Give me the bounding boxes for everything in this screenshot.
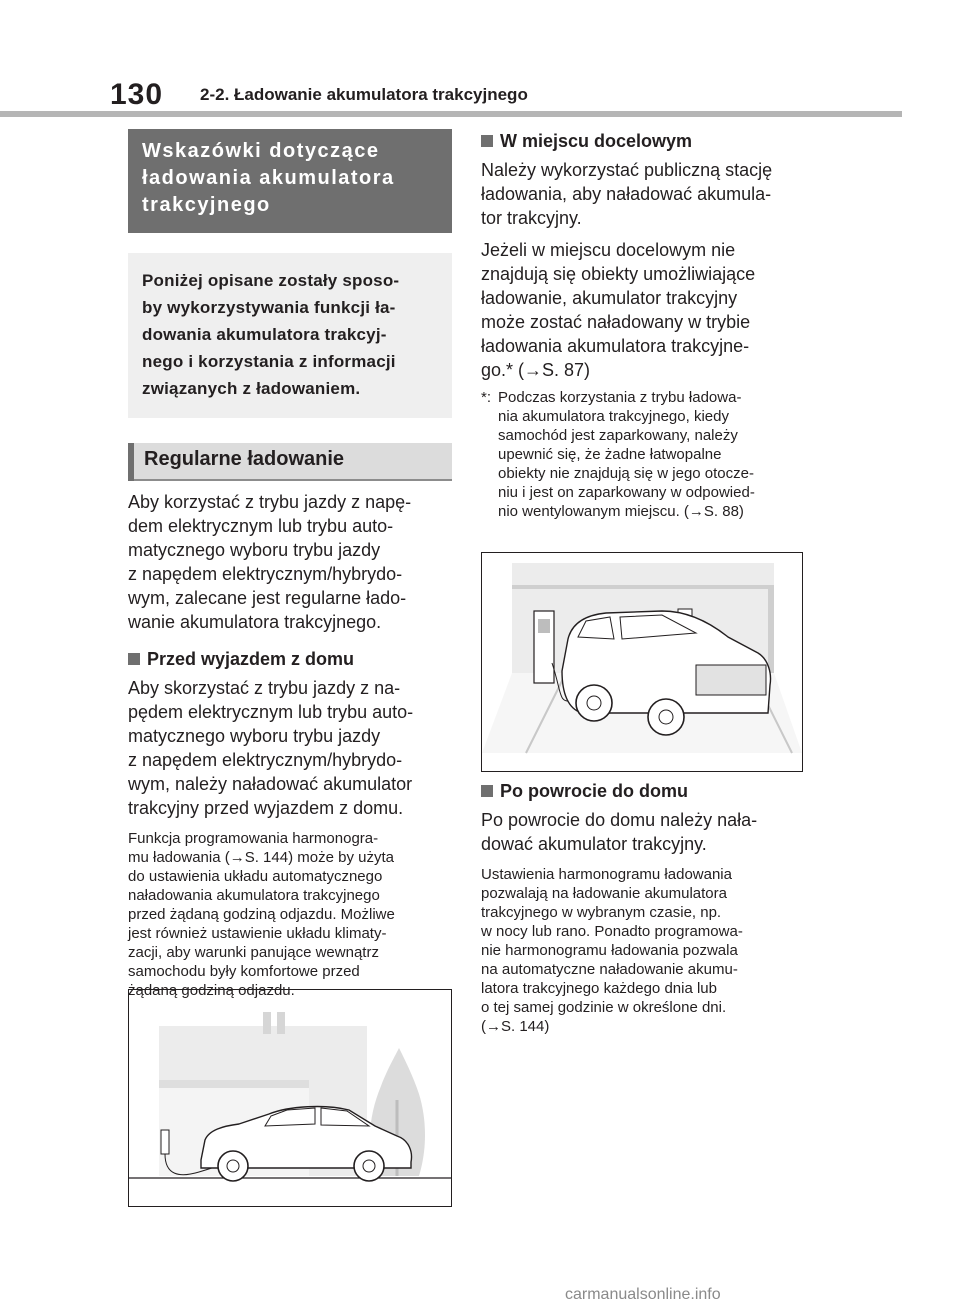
topic-title-box — [128, 129, 452, 233]
subheading-text: Regularne ładowanie — [144, 448, 345, 470]
text-line: dować akumulator trakcyjny. — [481, 834, 707, 854]
bullet-text: Po powrocie do domu — [500, 781, 688, 801]
paragraph-before-departure — [128, 676, 452, 820]
watermark: carmanualsonline.info — [565, 1286, 721, 1303]
right-column-lower — [481, 779, 803, 1036]
text-line: wanie akumulatora trakcyjnego. — [128, 612, 382, 632]
house-beam — [159, 1080, 309, 1088]
paragraph-regular-charging — [128, 490, 452, 634]
paragraph-return-home — [481, 808, 803, 856]
subheading-bar — [128, 443, 134, 481]
text-line: znajdują się obiekty umożliwiające — [481, 264, 756, 284]
text-line: ładowanie, akumulator trakcyjny — [481, 288, 738, 308]
text-line: dem elektrycznym lub trybu auto- — [128, 516, 394, 536]
note-schedule — [128, 829, 452, 1000]
note-line: trakcyjnego w wybranym czasie, np. — [481, 904, 722, 921]
text-line: matycznego wyboru trybu jazdy — [128, 540, 381, 560]
text-line: Jeżeli w miejscu docelowym nie — [481, 240, 736, 260]
text-line: Aby korzystać z trybu jazdy z napę- — [128, 492, 412, 512]
note-line: żądaną godziną odjazdu. — [128, 982, 295, 999]
footnote-mark: *: — [481, 389, 492, 406]
text-line: ładowania akumulatora trakcyjne- — [481, 336, 750, 356]
section-title: 2-2. Ładowanie akumulatora trakcyjnego — [200, 85, 528, 104]
note-line: samochodu były komfortowe przed — [128, 963, 360, 980]
page-number: 130 — [110, 78, 164, 111]
bullet-return-home — [481, 779, 803, 803]
home-charging-drawing — [129, 990, 451, 1206]
footnote-line: upewnić się, że żadne łatwopalne — [498, 446, 722, 463]
note-line: w nocy lub rano. Ponadto programowa- — [481, 923, 743, 940]
intro-line: dowania akumulatora trakcyj- — [142, 325, 387, 344]
wall-charger — [161, 1130, 169, 1154]
illustration-home-charging — [128, 989, 452, 1207]
bullet-square-icon — [481, 135, 493, 147]
bullet-before-departure — [128, 647, 452, 671]
text-line: tor trakcyjny. — [481, 208, 582, 228]
topic-title-line: ładowania akumulatora — [142, 167, 395, 189]
text-line: z napędem elektrycznym/hybrydo- — [128, 750, 403, 770]
text-line: wym, zalecane jest regularne łado- — [128, 588, 407, 608]
note-line: (→S. 144) — [481, 1018, 550, 1035]
text-line: matycznego wyboru trybu jazdy — [128, 726, 381, 746]
note-line: jest również ustawienie układu klimaty- — [128, 925, 387, 942]
paragraph-destination-2 — [481, 238, 803, 382]
bullet-text: W miejscu docelowym — [500, 131, 693, 151]
text-line: ładowania, aby naładować akumula- — [481, 184, 772, 204]
note-line: latora trakcyjnego każdego dnia lub — [481, 980, 717, 997]
footnote-line: nia akumulatora trakcyjnego, kiedy — [498, 408, 729, 425]
wall-pillar — [768, 587, 774, 673]
footnote — [481, 388, 803, 521]
note-line: Ustawienia harmonogramu ładowania — [481, 866, 732, 883]
note-line: zacji, aby warunki panujące wewnątrz — [128, 944, 379, 961]
bullet-square-icon — [128, 653, 140, 665]
intro-line: nego i korzystania z informacji — [142, 352, 396, 371]
right-column — [481, 129, 803, 521]
note-line: mu ładowania (→S. 144) może by użyta — [128, 849, 394, 866]
note-schedule-home — [481, 865, 803, 1036]
car-grille — [696, 665, 766, 695]
footnote-line: nio wentylowanym miejscu. (→S. 88) — [498, 503, 744, 520]
intro-line: związanych z ładowaniem. — [142, 379, 361, 398]
intro-box — [128, 253, 452, 418]
car-wheel — [354, 1151, 384, 1181]
illustration-public-charging — [481, 552, 803, 772]
text-line: go.* (→S. 87) — [481, 360, 591, 380]
footnote-line: obiekty nie znajdują się w jego otocze- — [498, 465, 754, 482]
footnote-line: Podczas korzystania z trybu ładowa- — [498, 389, 742, 406]
note-line: o tej samej godzinie w określone dni. — [481, 999, 727, 1016]
topic-title-line: trakcyjnego — [142, 194, 271, 216]
note-line: przed żądaną godziną odjazdu. Możliwe — [128, 906, 395, 923]
bullet-square-icon — [481, 785, 493, 797]
intro-line: by wykorzystywania funkcji ła- — [142, 298, 396, 317]
paragraph-destination-1 — [481, 158, 803, 230]
car-wheel — [218, 1151, 248, 1181]
text-line: Po powrocie do domu należy nała- — [481, 810, 758, 830]
bullet-destination — [481, 129, 803, 153]
header-rule — [0, 111, 902, 117]
house-detail — [277, 1012, 285, 1034]
intro-line: Poniżej opisane zostały sposo- — [142, 271, 400, 290]
text-line: wym, należy naładować akumulator — [128, 774, 413, 794]
topic-title-line: Wskazówki dotyczące — [142, 140, 380, 162]
text-line: może zostać naładowany w trybie — [481, 312, 751, 332]
public-charging-drawing — [482, 553, 802, 771]
station-screen — [538, 619, 550, 633]
car-wheel — [576, 685, 612, 721]
left-column — [128, 129, 452, 1000]
note-line: nie harmonogramu ładowania pozwala — [481, 942, 738, 959]
text-line: z napędem elektrycznym/hybrydo- — [128, 564, 403, 584]
text-line: Należy wykorzystać publiczną stację — [481, 160, 773, 180]
note-line: do ustawienia układu automatycznego — [128, 868, 383, 885]
footnote-line: niu i jest on zaparkowany w odpowied- — [498, 484, 755, 501]
footnote-line: samochód jest zaparkowany, należy — [498, 427, 738, 444]
note-line: naładowania akumulatora trakcyjnego — [128, 887, 380, 904]
note-line: pozwalają na ładowanie akumulatora — [481, 885, 727, 902]
text-line: trakcyjny przed wyjazdem z domu. — [128, 798, 404, 818]
note-line: na automatyczne naładowanie akumu- — [481, 961, 738, 978]
bullet-text: Przed wyjazdem z domu — [147, 649, 355, 669]
car-wheel — [648, 699, 684, 735]
house-detail — [263, 1012, 271, 1034]
footnote-body — [498, 388, 755, 521]
subheading-regular-charging — [128, 443, 452, 481]
note-line: Funkcja programowania harmonogra- — [128, 830, 379, 847]
text-line: Aby skorzystać z trybu jazdy z na- — [128, 678, 401, 698]
text-line: pędem elektrycznym lub trybu auto- — [128, 702, 414, 722]
